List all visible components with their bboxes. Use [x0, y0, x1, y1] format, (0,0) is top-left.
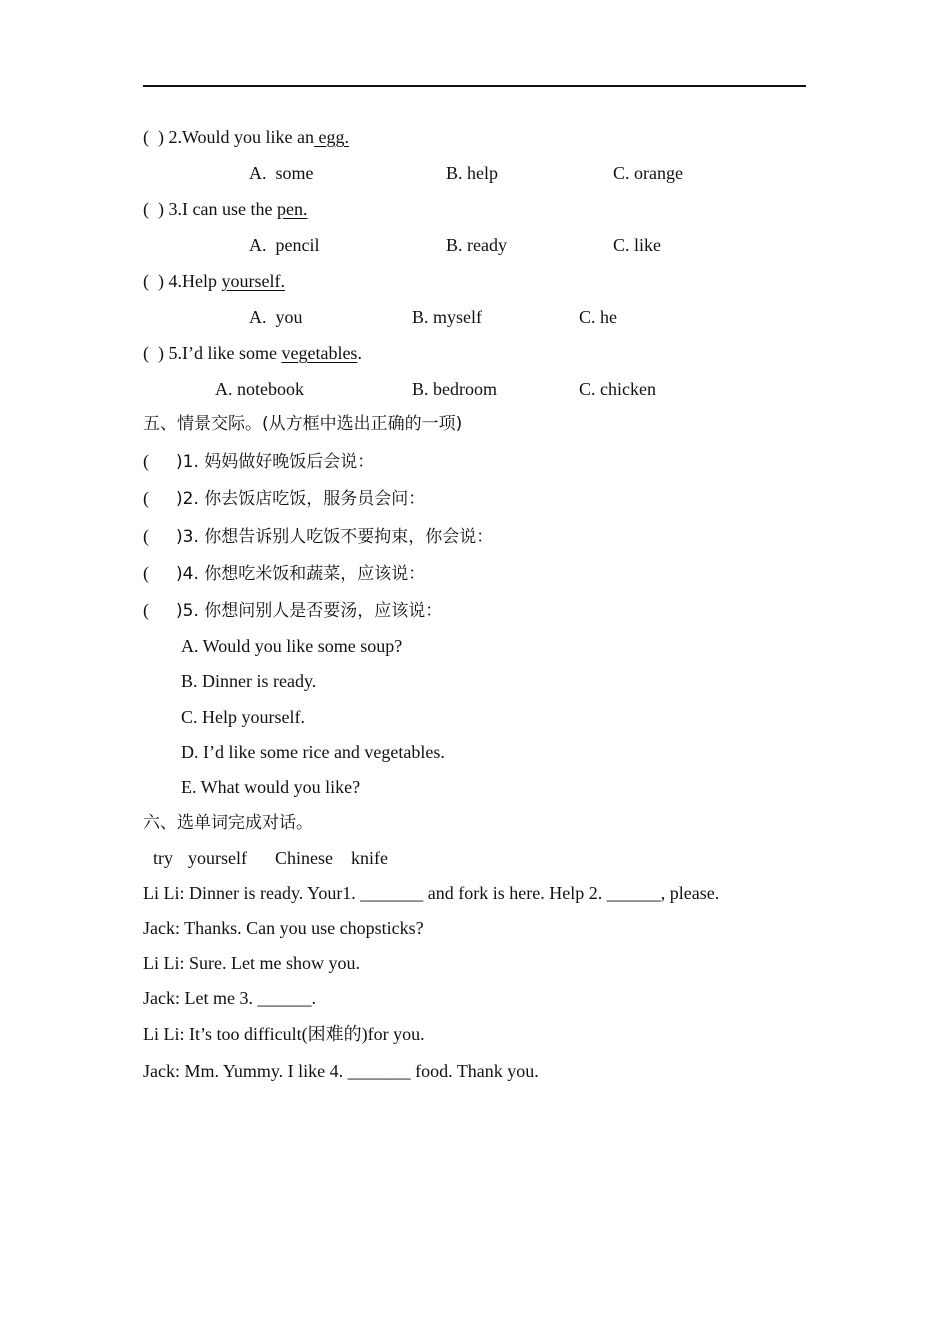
underlined-word: yourself.: [221, 271, 285, 291]
situation-text: )2. 你去饭店吃饭，服务员会问：: [176, 489, 426, 509]
dialogue-line-2: Jack: Thanks. Can you use chopsticks?: [143, 918, 424, 938]
situation-5: [143, 598, 442, 623]
answer-bracket[interactable]: (: [143, 343, 149, 363]
dialogue-line-6: Jack: Mm. Yummy. I like 4. _______ food. Thank you.: [143, 1061, 539, 1081]
option-c: C. orange: [613, 163, 683, 183]
question-punctuation: .: [357, 343, 362, 363]
dialogue-line-4: Jack: Let me 3. ______.: [143, 988, 316, 1008]
option-c: C. like: [613, 235, 661, 255]
answer-bracket[interactable]: (: [143, 451, 149, 471]
situation-text: )5. 你想问别人是否要汤，应该说：: [176, 601, 443, 621]
header-rule: [143, 85, 806, 87]
option-a: A. notebook: [215, 379, 304, 399]
dialogue-line-3: Li Li: Sure. Let me show you.: [143, 953, 360, 973]
question-stem: ) 5.I’d like some: [149, 343, 282, 363]
option-b: B. myself: [412, 307, 482, 327]
answer-bracket[interactable]: (: [143, 199, 149, 219]
choice-b: B. Dinner is ready.: [181, 671, 317, 691]
answer-bracket[interactable]: (: [143, 526, 149, 546]
choice-e: E. What would you like?: [181, 777, 361, 797]
situation-1: [143, 449, 374, 474]
situation-3: [143, 524, 493, 549]
underlined-word: vegetables: [281, 343, 358, 363]
answer-bracket[interactable]: (: [143, 600, 149, 620]
question-stem: ) 4.Help: [149, 271, 222, 291]
word-bank-yourself: yourself: [188, 848, 247, 868]
section-6-title: 六、选单词完成对话。: [143, 813, 313, 833]
answer-bracket[interactable]: (: [143, 127, 149, 147]
question-3: [143, 197, 307, 221]
underlined-word: egg.: [314, 127, 350, 147]
question-2: [143, 125, 349, 149]
question-stem: ) 2.Would you like an: [149, 127, 315, 147]
option-a: A. some: [249, 163, 314, 183]
situation-text: )1. 妈妈做好晚饭后会说：: [176, 452, 375, 472]
situation-2: [143, 486, 425, 511]
option-b: B. ready: [446, 235, 507, 255]
answer-bracket[interactable]: (: [143, 271, 149, 291]
section-5-title: 五、情景交际。(从方框中选出正确的一项): [143, 414, 463, 434]
underlined-word: pen.: [276, 199, 308, 219]
word-bank-chinese: Chinese: [275, 848, 333, 868]
question-4: [143, 269, 285, 293]
answer-bracket[interactable]: (: [143, 563, 149, 583]
question-stem: ) 3.I can use the: [149, 199, 277, 219]
situation-4: [143, 561, 425, 586]
option-b: B. help: [446, 163, 498, 183]
option-c: C. chicken: [579, 379, 656, 399]
dialogue-line-5: Li Li: It’s too difficult(困难的)for you.: [143, 1024, 425, 1044]
question-5: [143, 341, 362, 365]
option-a: A. you: [249, 307, 303, 327]
option-b: B. bedroom: [412, 379, 497, 399]
option-c: C. he: [579, 307, 617, 327]
choice-c: C. Help yourself.: [181, 707, 305, 727]
situation-text: )4. 你想吃米饭和蔬菜，应该说：: [176, 564, 426, 584]
choice-a: A. Would you like some soup?: [181, 636, 403, 656]
situation-text: )3. 你想告诉别人吃饭不要拘束，你会说：: [176, 527, 494, 547]
word-bank-knife: knife: [351, 848, 388, 868]
choice-d: D. I’d like some rice and vegetables.: [181, 742, 445, 762]
dialogue-line-1: Li Li: Dinner is ready. Your1. _______ and fork is here. Help 2. ______, please.: [143, 883, 720, 903]
word-bank-try: try: [153, 848, 173, 868]
answer-bracket[interactable]: (: [143, 488, 149, 508]
option-a: A. pencil: [249, 235, 320, 255]
